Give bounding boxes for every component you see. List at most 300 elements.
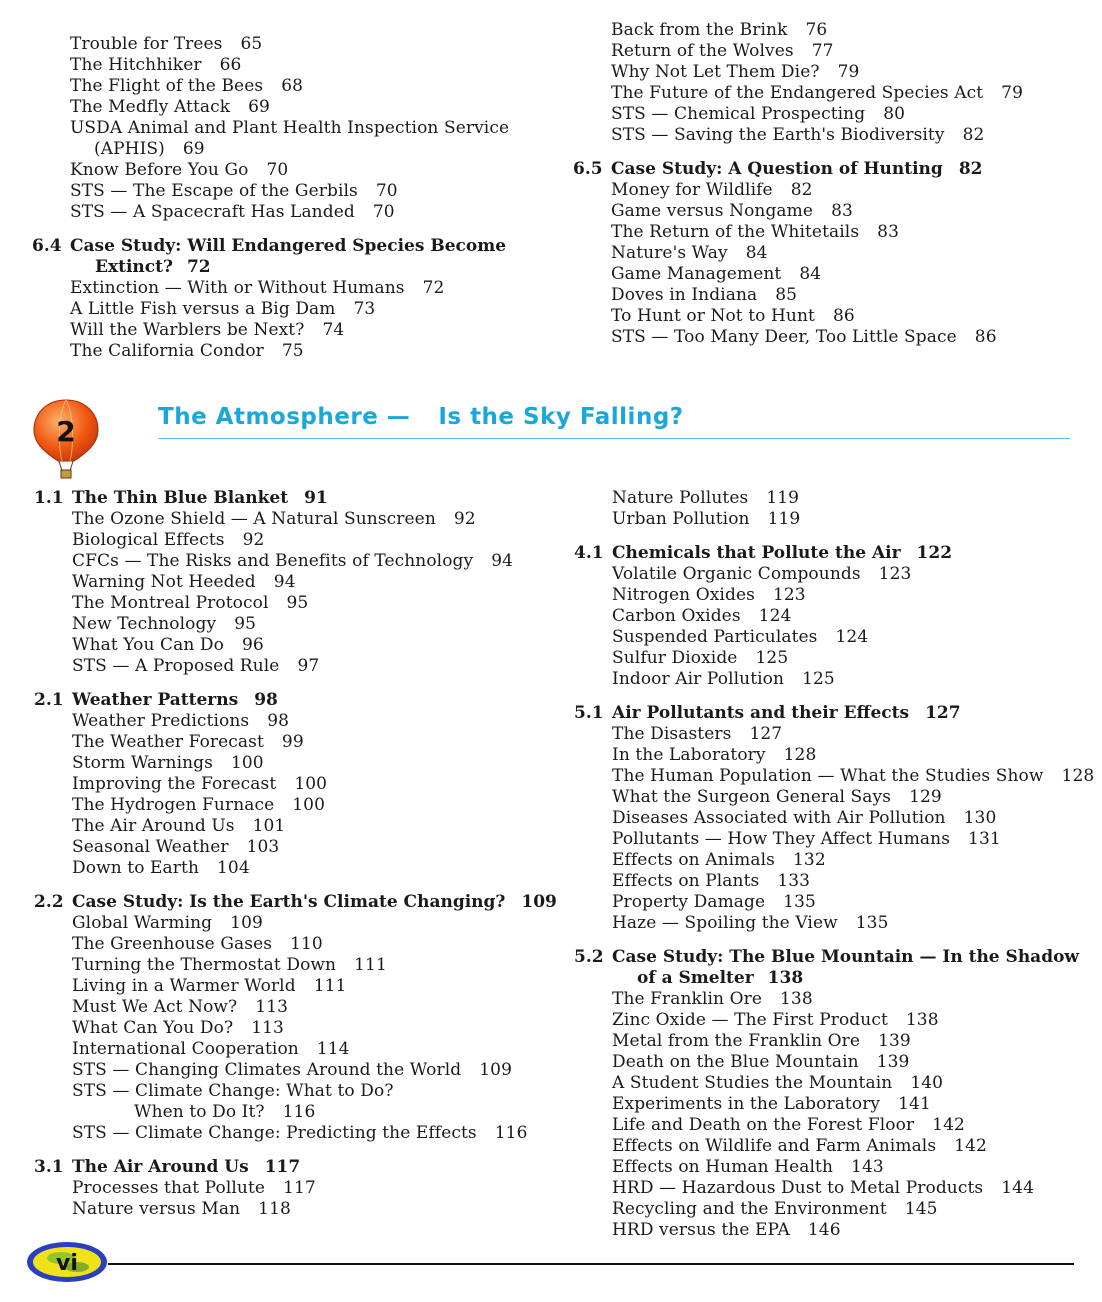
toc-entry-page: 139 (876, 1052, 910, 1072)
toc-entry-title: Money for Wildlife (611, 180, 773, 200)
toc-entry-page: 95 (286, 593, 309, 613)
toc-entry-title: Why Not Let Them Die? (611, 62, 820, 82)
toc-entry-page: 92 (453, 509, 476, 529)
toc-entry (612, 1115, 1094, 1136)
toc-entry (611, 243, 1023, 264)
toc-entry (70, 139, 509, 160)
toc-entry-page: 80 (883, 104, 906, 124)
toc-entry-title: Indoor Air Pollution (612, 669, 785, 689)
toc-entry (611, 201, 1023, 222)
toc-entry (72, 955, 557, 976)
toc-section-heading (574, 947, 1094, 968)
toc-entry-page: 139 (878, 1031, 911, 1051)
toc-entry-title: Down to Earth (72, 858, 199, 878)
toc-entry-page: 116 (282, 1102, 316, 1122)
toc-entry (70, 299, 509, 320)
toc-entry-page: 128 (783, 745, 817, 765)
toc-entry-page: 144 (1001, 1178, 1034, 1198)
toc-entry (612, 1073, 1094, 1094)
toc-entry-title: HRD versus the EPA (612, 1220, 790, 1240)
toc-entry-page: 73 (353, 299, 376, 319)
toc-section-title: Case Study: Is the Earth's Climate Changing? (72, 892, 506, 912)
toc-entry (72, 509, 557, 530)
toc-entry-page: 70 (266, 160, 289, 180)
toc-entry (72, 858, 557, 879)
toc-entry (611, 20, 1023, 41)
chapter-number: 2 (56, 415, 76, 448)
toc-section-number: 4.1 (574, 543, 604, 563)
toc-entry-title: The Hydrogen Furnace (72, 795, 275, 815)
toc-section-heading (32, 236, 509, 257)
toc-entry-page: 83 (831, 201, 853, 221)
toc-entry-page: 111 (313, 976, 347, 996)
toc-entry-page: 146 (807, 1220, 841, 1240)
toc-entry (72, 1199, 557, 1220)
toc-entry (70, 341, 509, 362)
toc-entry (612, 488, 1094, 509)
toc-entry (612, 564, 1094, 585)
toc-entry (70, 320, 509, 341)
toc-section-heading (574, 703, 1094, 724)
toc-entry-title: (APHIS) (94, 139, 165, 159)
toc-entry (611, 83, 1023, 104)
toc-entry-title: Property Damage (612, 892, 766, 912)
toc-entry-page: 138 (780, 989, 813, 1009)
toc-entry-title: Haze — Spoiling the View (612, 913, 838, 933)
toc-section-page: 91 (304, 488, 328, 508)
toc-entry (612, 1052, 1094, 1073)
toc-entry-title: Effects on Wildlife and Farm Animals (612, 1136, 937, 1156)
toc-entry (70, 202, 509, 223)
toc-entry-title: STS — The Escape of the Gerbils (70, 181, 358, 201)
toc-entry (72, 1123, 557, 1144)
toc-entry-title: Must We Act Now? (72, 997, 238, 1017)
toc-entry-page: 135 (783, 892, 816, 912)
toc-entry (612, 1094, 1094, 1115)
toc-section-heading (573, 159, 1023, 180)
toc-entry-page: 124 (758, 606, 792, 626)
chapter-title-part-b: Is the Sky Falling? (438, 404, 684, 430)
toc-entry-title: The Human Population — What the Studies Show (612, 766, 1044, 786)
toc-entry-title: USDA Animal and Plant Health Inspection Service (70, 118, 510, 138)
toc-entry-title: Warning Not Heeded (72, 572, 256, 592)
toc-entry-page: 69 (182, 139, 205, 159)
toc-entry-page: 77 (811, 41, 834, 61)
toc-entry (612, 627, 1094, 648)
toc-entry-title: The Future of the Endangered Species Act (611, 83, 984, 103)
toc-entry (611, 104, 1023, 125)
toc-entry-title: International Cooperation (72, 1039, 299, 1059)
toc-entry (612, 585, 1094, 606)
toc-entry (72, 732, 557, 753)
toc-entry (70, 34, 509, 55)
toc-entry (611, 62, 1023, 83)
toc-entry (612, 724, 1094, 745)
toc-entry-title: The Franklin Ore (612, 989, 763, 1009)
toc-entry-title: Metal from the Franklin Ore (612, 1031, 861, 1051)
toc-column-top-left (32, 34, 510, 362)
chapter-title (158, 404, 684, 430)
toc-entry (70, 160, 509, 181)
toc-entry-title: Processes that Pollute (72, 1178, 266, 1198)
toc-entry-title: Weather Predictions (72, 711, 250, 731)
toc-entry-title: STS — Chemical Prospecting (611, 104, 866, 124)
toc-entry (72, 530, 557, 551)
toc-entry-title: Global Warming (72, 913, 213, 933)
toc-entry (72, 934, 557, 955)
toc-entry-page: 142 (954, 1136, 987, 1156)
toc-section-number: 2.2 (34, 892, 64, 912)
toc-entry-title: Recycling and the Environment (612, 1199, 887, 1219)
toc-section-page: 72 (186, 257, 211, 277)
toc-entry-title: Nature Pollutes (612, 488, 749, 508)
toc-entry-title: STS — Saving the Earth's Biodiversity (611, 125, 945, 145)
toc-section-page: 82 (958, 159, 983, 179)
toc-entry-title: Carbon Oxides (612, 606, 741, 626)
toc-entry (612, 606, 1094, 627)
toc-entry (70, 118, 509, 139)
toc-entry-page: 117 (283, 1178, 316, 1198)
toc-entry (611, 125, 1023, 146)
toc-entry (72, 774, 557, 795)
toc-entry (72, 593, 557, 614)
toc-entry (611, 264, 1023, 285)
toc-section (574, 703, 1095, 934)
toc-entry-page: 118 (258, 1199, 291, 1219)
toc-entry-title: Game Management (611, 264, 782, 284)
toc-entry (612, 1178, 1094, 1199)
toc-entry-page: 113 (255, 997, 289, 1017)
toc-entry (612, 669, 1094, 690)
toc-entry-page: 132 (793, 850, 826, 870)
toc-column-bottom-left (34, 488, 557, 1220)
toc-entry-title: Trouble for Trees (70, 34, 223, 54)
toc-entry-title: STS — Changing Climates Around the World (72, 1060, 462, 1080)
toc-entry-title: Experiments in the Laboratory (612, 1094, 881, 1114)
toc-entry-title: The Disasters (612, 724, 732, 744)
toc-entry-page: 130 (963, 808, 997, 828)
toc-entry-page: 96 (242, 635, 264, 655)
toc-entry (612, 766, 1094, 787)
toc-entry (72, 1039, 557, 1060)
toc-entry (72, 711, 557, 732)
toc-entry-title: Sulfur Dioxide (612, 648, 738, 668)
toc-entry-title: Effects on Plants (612, 871, 760, 891)
toc-entry-page: 85 (775, 285, 798, 305)
toc-entry-page: 66 (219, 55, 242, 75)
toc-entry-title: Pollutants — How They Affect Humans (612, 829, 951, 849)
toc-entry (72, 614, 557, 635)
toc-entry-page: 133 (777, 871, 811, 891)
toc-entry-page: 104 (217, 858, 250, 878)
toc-entry-title: What You Can Do (72, 635, 224, 655)
toc-entry (72, 1060, 557, 1081)
toc-entry-page: 114 (316, 1039, 350, 1059)
toc-entry-title: Improving the Forecast (72, 774, 277, 794)
page-number-badge (25, 1240, 109, 1284)
toc-section-page: 117 (264, 1157, 301, 1177)
toc-section-title: Case Study: The Blue Mountain — In the Shadow (612, 947, 1080, 967)
toc-entry (611, 41, 1023, 62)
toc-entry-page: 113 (251, 1018, 284, 1038)
toc-section-title: Chemicals that Pollute the Air (612, 543, 901, 563)
toc-entry-title: Will the Warblers be Next? (70, 320, 305, 340)
toc-entry (70, 55, 509, 76)
toc-entry-title: The Air Around Us (72, 816, 235, 836)
toc-section-number: 6.5 (573, 159, 603, 179)
toc-entry-title: Game versus Nongame (611, 201, 814, 221)
toc-entry-page: 76 (805, 20, 828, 40)
toc-entry-page: 103 (246, 837, 280, 857)
toc-entry-title: New Technology (72, 614, 217, 634)
toc-entry-page: 97 (297, 656, 320, 676)
toc-entry-title: The Return of the Whitetails (611, 222, 860, 242)
hot-air-balloon-icon (32, 397, 100, 481)
toc-entry (72, 976, 557, 997)
footer-rule (108, 1263, 1074, 1265)
toc-section-number: 6.4 (32, 236, 62, 256)
toc-section-page: 98 (254, 690, 278, 710)
toc-entry-page: 125 (755, 648, 789, 668)
toc-section (32, 236, 509, 362)
toc-entry-title: Suspended Particulates (612, 627, 818, 647)
toc-section-number: 2.1 (34, 690, 64, 710)
chapter-title-part-a: The Atmosphere — (158, 404, 411, 430)
toc-entry (612, 787, 1094, 808)
toc-entry (72, 635, 557, 656)
toc-entry-page: 82 (790, 180, 813, 200)
toc-entry-page: 70 (372, 202, 395, 222)
toc-entry-page: 101 (252, 816, 286, 836)
toc-entry-title: Extinction — With or Without Humans (70, 278, 405, 298)
toc-entry-title: What the Surgeon General Says (612, 787, 892, 807)
toc-section (34, 1157, 557, 1220)
toc-entry-title: STS — Climate Change: What to Do? (72, 1081, 394, 1101)
toc-entry (612, 808, 1094, 829)
toc-entry-page: 83 (877, 222, 900, 242)
toc-section-heading (34, 1157, 557, 1178)
toc-entry-page: 138 (905, 1010, 939, 1030)
toc-entry-page: 72 (422, 278, 445, 298)
toc-entry-title: STS — Too Many Deer, Too Little Space (611, 327, 957, 347)
toc-entry (72, 656, 557, 677)
toc-entry (611, 180, 1023, 201)
toc-entry-title: The Flight of the Bees (70, 76, 264, 96)
toc-entry-page: 142 (932, 1115, 965, 1135)
toc-entry (612, 850, 1094, 871)
toc-section-page: 122 (916, 543, 953, 563)
toc-section-heading (574, 543, 1094, 564)
toc-entry (612, 829, 1094, 850)
toc-entry-page: 131 (968, 829, 1001, 849)
toc-entry-title: In the Laboratory (612, 745, 766, 765)
toc-section (574, 543, 1094, 690)
toc-entry-title: To Hunt or Not to Hunt (611, 306, 815, 326)
toc-entry-page: 125 (802, 669, 835, 689)
toc-entry-page: 111 (354, 955, 387, 975)
toc-entry-page: 69 (248, 97, 270, 117)
toc-entry-page: 74 (322, 320, 345, 340)
toc-section-number: 5.1 (574, 703, 604, 723)
toc-entry-page: 140 (910, 1073, 944, 1093)
toc-entry-title: Diseases Associated with Air Pollution (612, 808, 946, 828)
toc-entry-page: 79 (1001, 83, 1023, 103)
toc-entry-page: 141 (898, 1094, 931, 1114)
toc-section-heading (34, 488, 557, 509)
toc-entry-page: 79 (837, 62, 860, 82)
toc-section-title: Weather Patterns (72, 690, 239, 710)
toc-entry-title: The Hitchhiker (70, 55, 202, 75)
toc-entry-title: Storm Warnings (72, 753, 213, 773)
toc-entry-title: Life and Death on the Forest Floor (612, 1115, 915, 1135)
toc-entry (612, 989, 1094, 1010)
toc-entry (72, 997, 557, 1018)
toc-entry-title: Living in a Warmer World (72, 976, 296, 996)
toc-entry-page: 94 (491, 551, 514, 571)
toc-section (34, 488, 557, 677)
toc-entry-page: 100 (292, 795, 326, 815)
page-number: vi (56, 1251, 78, 1276)
toc-entry-page: 124 (835, 627, 869, 647)
toc-entry-title: Death on the Blue Mountain (612, 1052, 859, 1072)
toc-entry-page: 94 (273, 572, 296, 592)
toc-entry (612, 648, 1094, 669)
toc-entry-page: 119 (767, 509, 801, 529)
toc-entry (72, 753, 557, 774)
toc-entry-title: The Montreal Protocol (72, 593, 269, 613)
toc-entry (72, 795, 557, 816)
toc-entry (611, 327, 1023, 348)
toc-entry-page: 109 (479, 1060, 513, 1080)
toc-entry-page: 123 (772, 585, 806, 605)
toc-entry (72, 551, 557, 572)
toc-entry (72, 913, 557, 934)
toc-entry-title: Effects on Human Health (612, 1157, 834, 1177)
toc-entry-page: 145 (904, 1199, 938, 1219)
toc-entry (70, 278, 509, 299)
toc-section-title: Air Pollutants and their Effects (612, 703, 910, 723)
toc-section (34, 892, 557, 1144)
toc-entry-title: Nature's Way (611, 243, 728, 263)
toc-entry-title: STS — Climate Change: Predicting the Effects (72, 1123, 477, 1143)
toc-section-heading-cont (612, 968, 1094, 989)
toc-entry-page: 65 (240, 34, 263, 54)
toc-entry-page: 70 (375, 181, 398, 201)
toc-entry (72, 816, 557, 837)
toc-entry (72, 1081, 557, 1102)
toc-entry-title: Effects on Animals (612, 850, 776, 870)
toc-section-page: 138 (767, 968, 804, 988)
toc-entry (70, 76, 509, 97)
toc-entry (72, 1102, 557, 1123)
toc-entry-page: 129 (909, 787, 942, 807)
toc-entry-page: 135 (855, 913, 889, 933)
toc-entry (72, 1178, 557, 1199)
toc-entry-title: Nature versus Man (72, 1199, 241, 1219)
toc-entry (612, 1199, 1094, 1220)
toc-entry (612, 913, 1094, 934)
toc-section-page: 127 (925, 703, 961, 723)
toc-entry (612, 1157, 1094, 1178)
toc-entry-title: Doves in Indiana (611, 285, 758, 305)
toc-entry-title: A Little Fish versus a Big Dam (70, 299, 336, 319)
toc-entry-page: 95 (234, 614, 257, 634)
toc-section-heading (34, 690, 557, 711)
toc-entry-page: 100 (230, 753, 264, 773)
toc-entry (612, 509, 1094, 530)
toc-entry-page: 128 (1061, 766, 1095, 786)
toc-entry-title: Back from the Brink (611, 20, 788, 40)
toc-entry-page: 119 (766, 488, 800, 508)
toc-entry (612, 745, 1094, 766)
toc-entry-page: 84 (745, 243, 768, 263)
toc-entry-title: The Greenhouse Gases (72, 934, 273, 954)
toc-entry-title: HRD — Hazardous Dust to Metal Products (612, 1178, 984, 1198)
toc-entry (70, 97, 509, 118)
toc-entry-title: The Ozone Shield — A Natural Sunscreen (72, 509, 436, 529)
toc-entry (612, 871, 1094, 892)
toc-section (34, 690, 557, 879)
toc-entry-title: STS — A Spacecraft Has Landed (70, 202, 355, 222)
toc-section (573, 159, 1023, 348)
toc-entry-page: 127 (749, 724, 783, 744)
toc-entry (70, 181, 509, 202)
toc-entry-page: 123 (878, 564, 912, 584)
toc-section-title-cont: of a Smelter (637, 968, 754, 988)
toc-section-number: 3.1 (34, 1157, 64, 1177)
toc-entry-page: 68 (281, 76, 304, 96)
toc-entry-title: The Medfly Attack (70, 97, 231, 117)
toc-entry-page: 99 (281, 732, 304, 752)
toc-entry-page: 109 (230, 913, 263, 933)
toc-entry-title: The Weather Forecast (72, 732, 264, 752)
toc-section-number: 1.1 (34, 488, 64, 508)
toc-entry-title: STS — A Proposed Rule (72, 656, 280, 676)
toc-section-page: 109 (521, 892, 557, 912)
toc-section (574, 947, 1094, 1241)
toc-entry (612, 1031, 1094, 1052)
toc-entry (611, 285, 1023, 306)
toc-entry-title: Seasonal Weather (72, 837, 229, 857)
toc-entry-title: Turning the Thermostat Down (72, 955, 337, 975)
toc-entry-title: A Student Studies the Mountain (612, 1073, 893, 1093)
toc-entry-page: 84 (799, 264, 822, 284)
toc-entry (72, 572, 557, 593)
toc-entry-title: Biological Effects (72, 530, 225, 550)
toc-section-number: 5.2 (574, 947, 604, 967)
toc-entry-title: Volatile Organic Compounds (612, 564, 861, 584)
toc-entry (612, 1220, 1094, 1241)
toc-section-heading (34, 892, 557, 913)
toc-entry-title: Return of the Wolves (611, 41, 794, 61)
toc-entry-page: 116 (494, 1123, 528, 1143)
toc-column-top-right (573, 20, 1023, 348)
toc-entry-page: 75 (281, 341, 304, 361)
toc-section-title-cont: Extinct? (95, 257, 173, 277)
toc-entry-title: Nitrogen Oxides (612, 585, 755, 605)
toc-column-bottom-right (574, 488, 1095, 1241)
toc-entry-title: The California Condor (70, 341, 264, 361)
toc-entry-title: CFCs — The Risks and Benefits of Technology (72, 551, 474, 571)
toc-entry-page: 82 (962, 125, 985, 145)
toc-section-title: Case Study: Will Endangered Species Become (70, 236, 507, 256)
toc-entry-page: 98 (267, 711, 290, 731)
toc-entry (612, 1136, 1094, 1157)
toc-section-title: The Thin Blue Blanket (72, 488, 289, 508)
toc-entry-page: 143 (851, 1157, 884, 1177)
toc-entry-page: 86 (974, 327, 997, 347)
toc-entry (72, 1018, 557, 1039)
